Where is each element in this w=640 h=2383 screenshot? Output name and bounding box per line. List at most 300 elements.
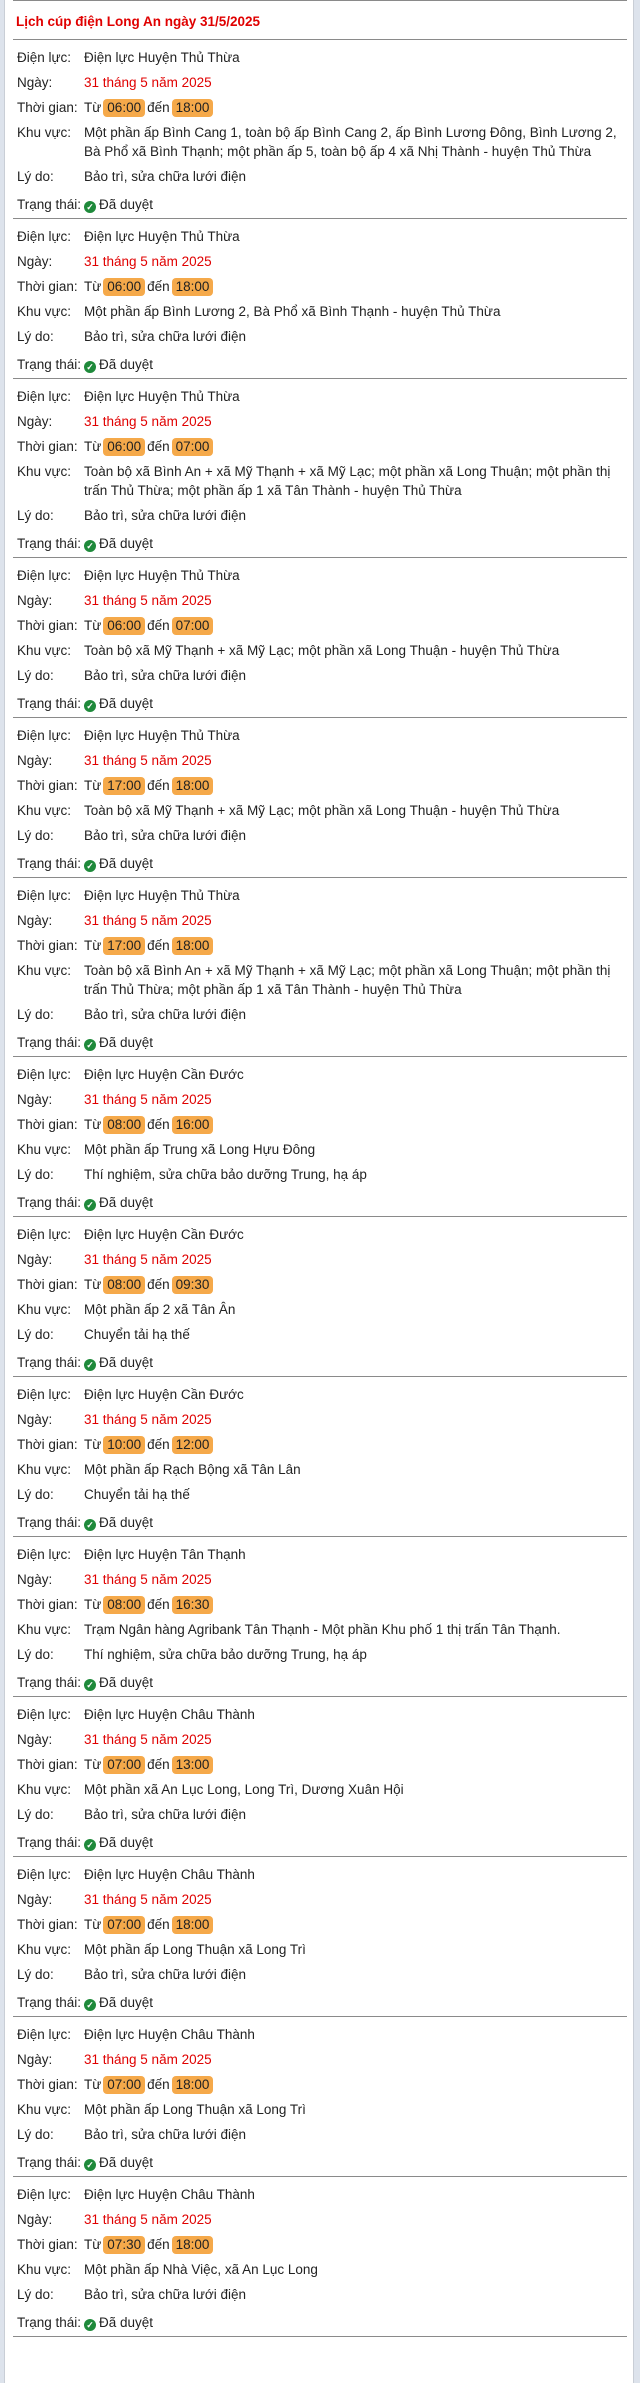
reason-row <box>17 2285 627 2304</box>
time-row <box>17 1115 627 1134</box>
provider-row <box>17 1225 627 1244</box>
status-text: Đã duyệt <box>99 1355 154 1370</box>
to-text: đến <box>147 778 170 793</box>
start-time-badge: 08:00 <box>103 1116 145 1134</box>
time-label: Thời gian: <box>17 1277 78 1292</box>
end-time-badge: 16:00 <box>172 1116 214 1134</box>
area-value: Một phần ấp Bình Cang 1, toàn bộ ấp Bình Cang 2, ấp Bình Lương Đông, Bình Lương 2, Bà Phổ xã Bình Thạnh; một phần ấp 5, toàn bộ ấp 4 xã Nhị Thành - huyện Thủ Thừa <box>84 125 617 159</box>
check-circle-icon: ✓ <box>84 1839 96 1851</box>
time-value <box>84 776 627 795</box>
outage-list <box>17 40 623 2337</box>
status-label: Trạng thái: <box>17 1195 82 1210</box>
provider-value: Điện lực Huyện Thủ Thừa <box>84 229 240 244</box>
provider-value: Điện lực Huyện Cần Đước <box>84 1227 244 1242</box>
date-label: Ngày: <box>17 75 53 90</box>
area-label: Khu vực: <box>17 2262 72 2277</box>
provider-label: Điện lực: <box>17 888 72 903</box>
provider-row <box>17 2025 627 2044</box>
date-label: Ngày: <box>17 414 53 429</box>
status-row <box>17 1993 627 2012</box>
area-value: Một phần xã An Lục Long, Long Trì, Dương Xuân Hội <box>84 1782 404 1797</box>
area-label: Khu vực: <box>17 1142 72 1157</box>
provider-value: Điện lực Huyện Châu Thành <box>84 2027 255 2042</box>
from-text: Từ <box>84 279 102 294</box>
date-row <box>17 1250 627 1269</box>
provider-row <box>17 227 627 246</box>
status-row <box>17 1193 627 1212</box>
date-value: 31 tháng 5 năm 2025 <box>84 913 212 928</box>
reason-label: Lý do: <box>17 828 54 843</box>
outage-entry <box>13 1857 627 2017</box>
provider-value: Điện lực Huyện Cần Đước <box>84 1387 244 1402</box>
status-text: Đã duyệt <box>99 536 154 551</box>
area-label: Khu vực: <box>17 1942 72 1957</box>
date-value: 31 tháng 5 năm 2025 <box>84 254 212 269</box>
time-value <box>84 1435 627 1454</box>
outage-entry <box>13 40 627 219</box>
area-row <box>17 1620 627 1639</box>
area-label: Khu vực: <box>17 803 72 818</box>
status-row <box>17 355 627 374</box>
time-row <box>17 776 627 795</box>
reason-row <box>17 666 627 685</box>
start-time-badge: 08:00 <box>103 1276 145 1294</box>
area-label: Khu vực: <box>17 1782 72 1797</box>
end-time-badge: 18:00 <box>172 2236 214 2254</box>
reason-label: Lý do: <box>17 1807 54 1822</box>
provider-value: Điện lực Huyện Thủ Thừa <box>84 728 240 743</box>
check-circle-icon: ✓ <box>84 540 96 552</box>
date-value: 31 tháng 5 năm 2025 <box>84 1892 212 1907</box>
page-title: Lịch cúp điện Long An ngày 31/5/2025 <box>13 5 627 40</box>
status-value <box>84 534 627 553</box>
area-row <box>17 961 627 999</box>
end-time-badge: 16:30 <box>172 1596 214 1614</box>
status-row <box>17 1673 627 1692</box>
provider-row <box>17 726 627 745</box>
date-label: Ngày: <box>17 913 53 928</box>
area-label: Khu vực: <box>17 1622 72 1637</box>
provider-value: Điện lực Huyện Châu Thành <box>84 1707 255 1722</box>
date-value: 31 tháng 5 năm 2025 <box>84 753 212 768</box>
status-label: Trạng thái: <box>17 357 82 372</box>
status-text: Đã duyệt <box>99 1995 154 2010</box>
reason-label: Lý do: <box>17 1007 54 1022</box>
date-label: Ngày: <box>17 2052 53 2067</box>
date-row <box>17 751 627 770</box>
date-label: Ngày: <box>17 753 53 768</box>
area-value: Toàn bộ xã Bình An + xã Mỹ Thạnh + xã Mỹ Lạc; một phần xã Long Thuận; một phần thị trấn Thủ Thừa; một phần ấp 1 xã Tân Thành - huyện Thủ Thừa <box>84 963 611 997</box>
area-value: Một phần ấp Long Thuận xã Long Trì <box>84 1942 306 1957</box>
reason-label: Lý do: <box>17 1327 54 1342</box>
provider-row <box>17 2185 627 2204</box>
provider-label: Điện lực: <box>17 50 72 65</box>
area-row <box>17 1460 627 1479</box>
to-text: đến <box>147 439 170 454</box>
status-value <box>84 2313 627 2332</box>
to-text: đến <box>147 1757 170 1772</box>
start-time-badge: 07:00 <box>103 1756 145 1774</box>
date-row <box>17 1730 627 1749</box>
start-time-badge: 06:00 <box>103 617 145 635</box>
area-label: Khu vực: <box>17 2102 72 2117</box>
date-label: Ngày: <box>17 593 53 608</box>
check-circle-icon: ✓ <box>84 860 96 872</box>
date-row <box>17 252 627 271</box>
provider-value: Điện lực Huyện Châu Thành <box>84 1867 255 1882</box>
end-time-badge: 07:00 <box>172 438 214 456</box>
reason-label: Lý do: <box>17 1967 54 1982</box>
area-label: Khu vực: <box>17 643 72 658</box>
status-label: Trạng thái: <box>17 856 82 871</box>
provider-row <box>17 1385 627 1404</box>
check-circle-icon: ✓ <box>84 1199 96 1211</box>
area-label: Khu vực: <box>17 125 72 140</box>
time-row <box>17 1435 627 1454</box>
status-row <box>17 1033 627 1052</box>
status-text: Đã duyệt <box>99 1035 154 1050</box>
reason-row <box>17 327 627 346</box>
end-time-badge: 07:00 <box>172 617 214 635</box>
area-value: Toàn bộ xã Mỹ Thạnh + xã Mỹ Lạc; một phần xã Long Thuận - huyện Thủ Thừa <box>84 643 560 658</box>
schedule-page <box>4 0 634 2383</box>
check-circle-icon: ✓ <box>84 2319 96 2331</box>
provider-label: Điện lực: <box>17 568 72 583</box>
date-row <box>17 1410 627 1429</box>
provider-label: Điện lực: <box>17 2027 72 2042</box>
area-value: Toàn bộ xã Mỹ Thạnh + xã Mỹ Lạc; một phần xã Long Thuận - huyện Thủ Thừa <box>84 803 560 818</box>
to-text: đến <box>147 279 170 294</box>
provider-label: Điện lực: <box>17 2187 72 2202</box>
status-label: Trạng thái: <box>17 197 82 212</box>
provider-row <box>17 1865 627 1884</box>
check-circle-icon: ✓ <box>84 1039 96 1051</box>
from-text: Từ <box>84 618 102 633</box>
outage-entry <box>13 558 627 718</box>
date-label: Ngày: <box>17 1732 53 1747</box>
reason-row <box>17 2125 627 2144</box>
provider-value: Điện lực Huyện Tân Thạnh <box>84 1547 246 1562</box>
time-value <box>84 2235 627 2254</box>
status-label: Trạng thái: <box>17 1515 82 1530</box>
reason-value: Bảo trì, sửa chữa lưới điện <box>84 1807 247 1822</box>
time-row <box>17 1595 627 1614</box>
status-label: Trạng thái: <box>17 696 82 711</box>
end-time-badge: 18:00 <box>172 278 214 296</box>
reason-value: Thí nghiệm, sửa chữa bảo dưỡng Trung, hạ áp <box>84 1647 367 1662</box>
status-label: Trạng thái: <box>17 1995 82 2010</box>
area-row <box>17 1140 627 1159</box>
area-value: Toàn bộ xã Bình An + xã Mỹ Thạnh + xã Mỹ Lạc; một phần xã Long Thuận; một phần thị trấn Thủ Thừa; một phần ấp 1 xã Tân Thành - huyện Thủ Thừa <box>84 464 611 498</box>
from-text: Từ <box>84 938 102 953</box>
area-row <box>17 1940 627 1959</box>
status-label: Trạng thái: <box>17 1675 82 1690</box>
reason-label: Lý do: <box>17 2127 54 2142</box>
date-row <box>17 1570 627 1589</box>
status-row <box>17 534 627 553</box>
date-label: Ngày: <box>17 1572 53 1587</box>
reason-value: Bảo trì, sửa chữa lưới điện <box>84 2287 247 2302</box>
status-text: Đã duyệt <box>99 1195 154 1210</box>
provider-row <box>17 1705 627 1724</box>
provider-row <box>17 1545 627 1564</box>
reason-label: Lý do: <box>17 1167 54 1182</box>
provider-value: Điện lực Huyện Thủ Thừa <box>84 568 240 583</box>
date-value: 31 tháng 5 năm 2025 <box>84 593 212 608</box>
from-text: Từ <box>84 100 102 115</box>
status-text: Đã duyệt <box>99 2155 154 2170</box>
from-text: Từ <box>84 1117 102 1132</box>
reason-value: Thí nghiệm, sửa chữa bảo dưỡng Trung, hạ áp <box>84 1167 367 1182</box>
status-text: Đã duyệt <box>99 1515 154 1530</box>
outage-entry <box>13 1377 627 1537</box>
time-value <box>84 1595 627 1614</box>
from-text: Từ <box>84 1597 102 1612</box>
area-value: Trạm Ngân hàng Agribank Tân Thạnh - Một phần Khu phố 1 thị trấn Tân Thạnh. <box>84 1622 561 1637</box>
provider-value: Điện lực Huyện Thủ Thừa <box>84 888 240 903</box>
to-text: đến <box>147 2077 170 2092</box>
status-value <box>84 1833 627 1852</box>
from-text: Từ <box>84 2077 102 2092</box>
provider-label: Điện lực: <box>17 1067 72 1082</box>
status-row <box>17 854 627 873</box>
time-value <box>84 616 627 635</box>
time-value <box>84 1115 627 1134</box>
area-row <box>17 2260 627 2279</box>
reason-value: Bảo trì, sửa chữa lưới điện <box>84 828 247 843</box>
time-label: Thời gian: <box>17 2237 78 2252</box>
time-label: Thời gian: <box>17 1917 78 1932</box>
time-row <box>17 1755 627 1774</box>
date-row <box>17 2050 627 2069</box>
start-time-badge: 08:00 <box>103 1596 145 1614</box>
time-label: Thời gian: <box>17 618 78 633</box>
reason-row <box>17 1165 627 1184</box>
status-value <box>84 1673 627 1692</box>
start-time-badge: 06:00 <box>103 438 145 456</box>
from-text: Từ <box>84 778 102 793</box>
time-row <box>17 2075 627 2094</box>
to-text: đến <box>147 100 170 115</box>
provider-label: Điện lực: <box>17 389 72 404</box>
date-value: 31 tháng 5 năm 2025 <box>84 1572 212 1587</box>
status-row <box>17 694 627 713</box>
status-value <box>84 854 627 873</box>
reason-value: Bảo trì, sửa chữa lưới điện <box>84 668 247 683</box>
provider-value: Điện lực Huyện Thủ Thừa <box>84 50 240 65</box>
date-value: 31 tháng 5 năm 2025 <box>84 75 212 90</box>
status-value <box>84 2153 627 2172</box>
area-row <box>17 462 627 500</box>
date-value: 31 tháng 5 năm 2025 <box>84 1732 212 1747</box>
status-row <box>17 1833 627 1852</box>
start-time-badge: 17:00 <box>103 937 145 955</box>
check-circle-icon: ✓ <box>84 2159 96 2171</box>
reason-label: Lý do: <box>17 1647 54 1662</box>
start-time-badge: 07:00 <box>103 1916 145 1934</box>
provider-label: Điện lực: <box>17 1227 72 1242</box>
reason-value: Bảo trì, sửa chữa lưới điện <box>84 169 247 184</box>
provider-label: Điện lực: <box>17 1867 72 1882</box>
status-label: Trạng thái: <box>17 2155 82 2170</box>
reason-row <box>17 1805 627 1824</box>
area-label: Khu vực: <box>17 963 72 978</box>
time-value <box>84 98 627 117</box>
status-value <box>84 1993 627 2012</box>
from-text: Từ <box>84 1437 102 1452</box>
time-row <box>17 1275 627 1294</box>
to-text: đến <box>147 618 170 633</box>
area-value: Một phần ấp Bình Lương 2, Bà Phổ xã Bình Thạnh - huyện Thủ Thừa <box>84 304 501 319</box>
date-value: 31 tháng 5 năm 2025 <box>84 2212 212 2227</box>
end-time-badge: 09:30 <box>172 1276 214 1294</box>
time-label: Thời gian: <box>17 1117 78 1132</box>
time-row <box>17 1915 627 1934</box>
status-row <box>17 1513 627 1532</box>
check-circle-icon: ✓ <box>84 1519 96 1531</box>
from-text: Từ <box>84 1277 102 1292</box>
end-time-badge: 18:00 <box>172 99 214 117</box>
provider-row <box>17 566 627 585</box>
time-row <box>17 277 627 296</box>
outage-entry <box>13 219 627 379</box>
start-time-badge: 06:00 <box>103 278 145 296</box>
status-label: Trạng thái: <box>17 1035 82 1050</box>
reason-value: Bảo trì, sửa chữa lưới điện <box>84 1967 247 1982</box>
date-value: 31 tháng 5 năm 2025 <box>84 1412 212 1427</box>
end-time-badge: 18:00 <box>172 937 214 955</box>
time-label: Thời gian: <box>17 778 78 793</box>
status-text: Đã duyệt <box>99 357 154 372</box>
status-value <box>84 1193 627 1212</box>
provider-value: Điện lực Huyện Châu Thành <box>84 2187 255 2202</box>
outage-entry <box>13 1697 627 1857</box>
status-value <box>84 195 627 214</box>
reason-value: Chuyển tải hạ thế <box>84 1487 190 1502</box>
status-row <box>17 1353 627 1372</box>
outage-entry <box>13 1217 627 1377</box>
status-text: Đã duyệt <box>99 696 154 711</box>
to-text: đến <box>147 1437 170 1452</box>
time-value <box>84 1275 627 1294</box>
time-row <box>17 437 627 456</box>
from-text: Từ <box>84 439 102 454</box>
date-label: Ngày: <box>17 1252 53 1267</box>
date-value: 31 tháng 5 năm 2025 <box>84 1252 212 1267</box>
date-row <box>17 1890 627 1909</box>
reason-value: Bảo trì, sửa chữa lưới điện <box>84 508 247 523</box>
reason-row <box>17 826 627 845</box>
area-row <box>17 1300 627 1319</box>
reason-label: Lý do: <box>17 1487 54 1502</box>
date-value: 31 tháng 5 năm 2025 <box>84 2052 212 2067</box>
date-label: Ngày: <box>17 2212 53 2227</box>
end-time-badge: 12:00 <box>172 1436 214 1454</box>
status-text: Đã duyệt <box>99 1675 154 1690</box>
end-time-badge: 18:00 <box>172 1916 214 1934</box>
time-label: Thời gian: <box>17 1437 78 1452</box>
status-text: Đã duyệt <box>99 856 154 871</box>
status-value <box>84 1033 627 1052</box>
area-value: Một phần ấp Trung xã Long Hựu Đông <box>84 1142 316 1157</box>
reason-row <box>17 506 627 525</box>
outage-entry <box>13 2017 627 2177</box>
area-row <box>17 123 627 161</box>
time-label: Thời gian: <box>17 279 78 294</box>
reason-row <box>17 167 627 186</box>
reason-row <box>17 1325 627 1344</box>
end-time-badge: 13:00 <box>172 1756 214 1774</box>
to-text: đến <box>147 1917 170 1932</box>
time-row <box>17 616 627 635</box>
area-label: Khu vực: <box>17 464 72 479</box>
check-circle-icon: ✓ <box>84 700 96 712</box>
start-time-badge: 10:00 <box>103 1436 145 1454</box>
status-row <box>17 195 627 214</box>
area-row <box>17 801 627 820</box>
start-time-badge: 07:00 <box>103 2076 145 2094</box>
check-circle-icon: ✓ <box>84 1359 96 1371</box>
time-value <box>84 277 627 296</box>
time-value <box>84 936 627 955</box>
reason-label: Lý do: <box>17 668 54 683</box>
status-value <box>84 1513 627 1532</box>
time-label: Thời gian: <box>17 938 78 953</box>
status-text: Đã duyệt <box>99 1835 154 1850</box>
time-value <box>84 2075 627 2094</box>
status-text: Đã duyệt <box>99 2315 154 2330</box>
from-text: Từ <box>84 2237 102 2252</box>
reason-value: Bảo trì, sửa chữa lưới điện <box>84 329 247 344</box>
to-text: đến <box>147 1117 170 1132</box>
to-text: đến <box>147 1277 170 1292</box>
status-label: Trạng thái: <box>17 1835 82 1850</box>
status-value <box>84 355 627 374</box>
status-label: Trạng thái: <box>17 2315 82 2330</box>
end-time-badge: 18:00 <box>172 2076 214 2094</box>
to-text: đến <box>147 1597 170 1612</box>
check-circle-icon: ✓ <box>84 1679 96 1691</box>
date-label: Ngày: <box>17 254 53 269</box>
reason-value: Bảo trì, sửa chữa lưới điện <box>84 1007 247 1022</box>
reason-label: Lý do: <box>17 169 54 184</box>
time-label: Thời gian: <box>17 100 78 115</box>
area-value: Một phần ấp Nhà Việc, xã An Lục Long <box>84 2262 318 2277</box>
area-row <box>17 302 627 321</box>
time-value <box>84 1755 627 1774</box>
check-circle-icon: ✓ <box>84 1999 96 2011</box>
date-row <box>17 911 627 930</box>
reason-label: Lý do: <box>17 508 54 523</box>
area-value: Một phần ấp 2 xã Tân Ân <box>84 1302 236 1317</box>
time-label: Thời gian: <box>17 1597 78 1612</box>
date-value: 31 tháng 5 năm 2025 <box>84 1092 212 1107</box>
from-text: Từ <box>84 1757 102 1772</box>
provider-label: Điện lực: <box>17 1707 72 1722</box>
status-label: Trạng thái: <box>17 1355 82 1370</box>
time-row <box>17 936 627 955</box>
provider-row <box>17 48 627 67</box>
to-text: đến <box>147 2237 170 2252</box>
area-row <box>17 2100 627 2119</box>
reason-row <box>17 1485 627 1504</box>
area-value: Một phần ấp Rạch Bộng xã Tân Lân <box>84 1462 301 1477</box>
from-text: Từ <box>84 1917 102 1932</box>
area-value: Một phần ấp Long Thuận xã Long Trì <box>84 2102 306 2117</box>
end-time-badge: 18:00 <box>172 777 214 795</box>
area-row <box>17 641 627 660</box>
reason-label: Lý do: <box>17 329 54 344</box>
